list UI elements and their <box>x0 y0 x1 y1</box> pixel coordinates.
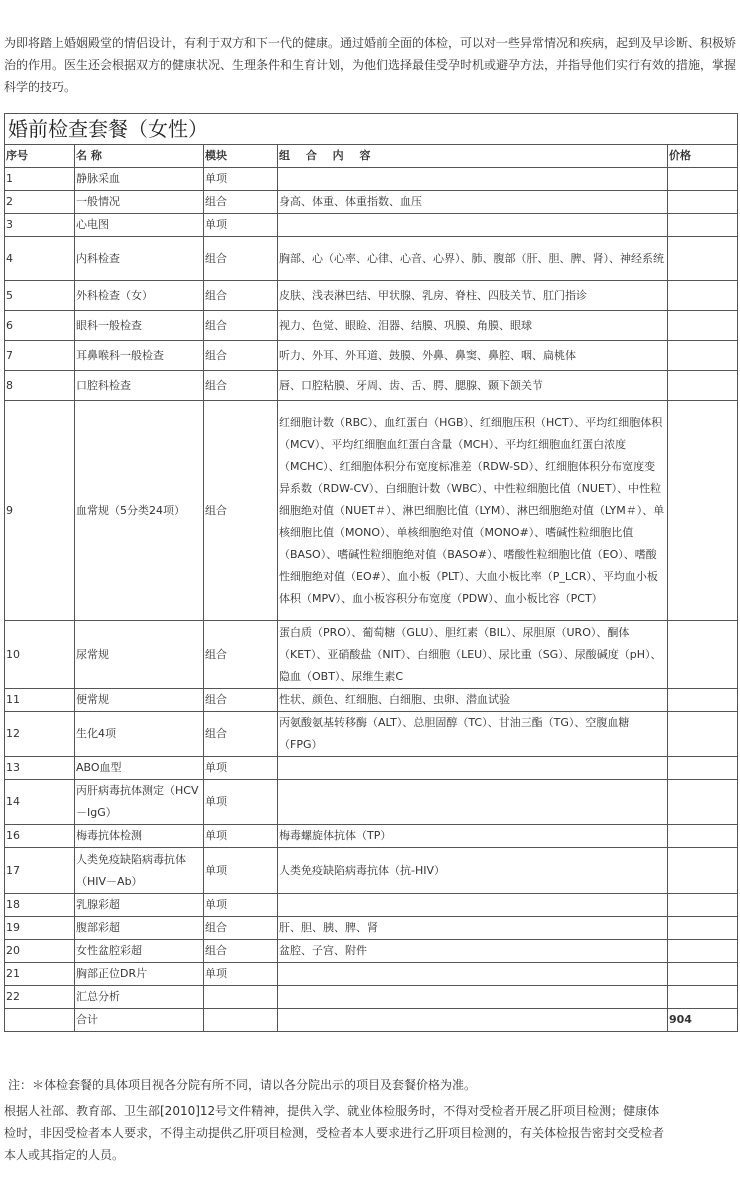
table-row <box>5 311 738 341</box>
cell-price <box>668 214 738 237</box>
table-row <box>5 214 738 237</box>
cell-module: 组合 <box>204 940 278 963</box>
cell-price <box>668 780 738 825</box>
cell-module: 组合 <box>204 341 278 371</box>
cell-content: 人类免疫缺陷病毒抗体（抗-HIV） <box>278 848 668 894</box>
cell-name: 尿常规 <box>75 621 204 689</box>
cell-no <box>5 1009 75 1032</box>
cell-price <box>668 341 738 371</box>
cell-content: 肝、胆、胰、脾、肾 <box>278 917 668 940</box>
cell-content: 梅毒螺旋体抗体（TP） <box>278 825 668 848</box>
table-row <box>5 341 738 371</box>
cell-name: 汇总分析 <box>75 986 204 1009</box>
cell-no: 13 <box>5 757 75 780</box>
table-row <box>5 237 738 281</box>
cell-content <box>278 214 668 237</box>
table-row <box>5 940 738 963</box>
cell-content: 红细胞计数（RBC）、血红蛋白（HGB）、红细胞压积（HCT）、平均红细胞体积（MCV）、平均红细胞血红蛋白含量（MCH）、平均红细胞血红蛋白浓度（MCHC）、红细胞体积分布宽度标准差（RDW-SD）、红细胞体积分布宽度变异系数（RDW-CV）、白细胞计数（WBC）、中性粒细胞比值（NUET）、中性粒细胞绝对值（NUET＃）、淋巴细胞比值（LYM）、淋巴细胞绝对值（LYM＃）、单核细胞比值（MONO）、单核细胞绝对值（MONO#）、嗜碱性粒细胞比值（BASO）、嗜碱性粒细胞绝对值（BASO#）、嗜酸性粒细胞比值（EO）、嗜酸性细胞绝对值（EO#）、血小板（PLT）、大血小板比率（P_LCR）、平均血小板体积（MPV）、血小板容积分布宽度（PDW）、血小板比容（PCT） <box>278 401 668 621</box>
cell-price <box>668 168 738 191</box>
cell-content <box>278 986 668 1009</box>
table-row <box>5 963 738 986</box>
cell-module: 组合 <box>204 401 278 621</box>
table-row <box>5 371 738 401</box>
header-price: 价格 <box>668 145 738 168</box>
cell-name: 血常规（5分类24项） <box>75 401 204 621</box>
cell-price <box>668 621 738 689</box>
cell-no: 9 <box>5 401 75 621</box>
cell-no: 14 <box>5 780 75 825</box>
table-row <box>5 825 738 848</box>
table-row <box>5 780 738 825</box>
cell-no: 22 <box>5 986 75 1009</box>
cell-module: 组合 <box>204 371 278 401</box>
cell-content <box>278 894 668 917</box>
cell-price <box>668 237 738 281</box>
cell-content <box>278 1009 668 1032</box>
cell-no: 20 <box>5 940 75 963</box>
cell-module: 单项 <box>204 848 278 894</box>
cell-name: 梅毒抗体检测 <box>75 825 204 848</box>
table-row <box>5 281 738 311</box>
cell-module: 组合 <box>204 311 278 341</box>
cell-name: 静脉采血 <box>75 168 204 191</box>
table-header-row <box>5 145 738 168</box>
cell-module: 组合 <box>204 712 278 757</box>
cell-name: 便常规 <box>75 689 204 712</box>
cell-module: 单项 <box>204 757 278 780</box>
cell-name: 丙肝病毒抗体测定（HCV－IgG） <box>75 780 204 825</box>
cell-content <box>278 780 668 825</box>
price-note: 注：＊体检套餐的具体项目视各分院有所不同，请以各分院出示的项目及套餐价格为准。 <box>8 1078 477 1092</box>
table-row <box>5 757 738 780</box>
table-row <box>5 168 738 191</box>
cell-module: 单项 <box>204 214 278 237</box>
cell-name: 胸部正位DR片 <box>75 963 204 986</box>
cell-price <box>668 986 738 1009</box>
cell-no: 5 <box>5 281 75 311</box>
table-row <box>5 712 738 757</box>
cell-no: 1 <box>5 168 75 191</box>
header-module: 模块 <box>204 145 278 168</box>
cell-content: 胸部、心（心率、心律、心音、心界）、肺、腹部（肝、胆、脾、肾）、神经系统 <box>278 237 668 281</box>
cell-no: 6 <box>5 311 75 341</box>
cell-module: 单项 <box>204 168 278 191</box>
cell-module: 组合 <box>204 281 278 311</box>
hepatitis-notice: 根据人社部、教育部、卫生部[2010]12号文件精神，提供入学、就业体检服务时，不得对受检者开展乙肝项目检测；健康体检时，非因受检者本人要求，不得主动提供乙肝项目检测，受检者本人要求进行乙肝项目检测的，有关体检报告密封交受检者本人或其指定的人员。 <box>4 1104 665 1162</box>
cell-price <box>668 712 738 757</box>
table-row <box>5 401 738 621</box>
cell-name: 心电图 <box>75 214 204 237</box>
table-row <box>5 986 738 1009</box>
cell-price <box>668 401 738 621</box>
cell-price <box>668 940 738 963</box>
table-row <box>5 621 738 689</box>
cell-name: 外科检查（女） <box>75 281 204 311</box>
table-title: 婚前检查套餐（女性） <box>5 114 738 145</box>
cell-module: 组合 <box>204 917 278 940</box>
cell-name: 眼科一般检查 <box>75 311 204 341</box>
cell-name: 生化4项 <box>75 712 204 757</box>
cell-no: 4 <box>5 237 75 281</box>
cell-price <box>668 281 738 311</box>
total-label: 合计 <box>75 1009 204 1032</box>
cell-module: 单项 <box>204 780 278 825</box>
total-price: 904 <box>668 1009 738 1032</box>
cell-price <box>668 371 738 401</box>
cell-content: 身高、体重、体重指数、血压 <box>278 191 668 214</box>
cell-name: 耳鼻喉科一般检查 <box>75 341 204 371</box>
table-row <box>5 917 738 940</box>
cell-name: 内科检查 <box>75 237 204 281</box>
cell-no: 19 <box>5 917 75 940</box>
cell-price <box>668 757 738 780</box>
cell-module: 组合 <box>204 191 278 214</box>
cell-name: 口腔科检查 <box>75 371 204 401</box>
cell-no: 3 <box>5 214 75 237</box>
cell-module <box>204 986 278 1009</box>
cell-no: 2 <box>5 191 75 214</box>
cell-content <box>278 963 668 986</box>
cell-module <box>204 1009 278 1032</box>
table-row <box>5 894 738 917</box>
cell-content: 皮肤、浅表淋巴结、甲状腺、乳房、脊柱、四肢关节、肛门指诊 <box>278 281 668 311</box>
cell-name: 女性盆腔彩超 <box>75 940 204 963</box>
header-no: 序号 <box>5 145 75 168</box>
cell-price <box>668 848 738 894</box>
cell-no: 8 <box>5 371 75 401</box>
cell-content <box>278 757 668 780</box>
total-row <box>5 1009 738 1032</box>
cell-module: 组合 <box>204 621 278 689</box>
cell-no: 17 <box>5 848 75 894</box>
cell-content: 唇、口腔粘膜、牙周、齿、舌、腭、腮腺、颞下颌关节 <box>278 371 668 401</box>
cell-no: 10 <box>5 621 75 689</box>
table-row <box>5 848 738 894</box>
cell-name: 人类免疫缺陷病毒抗体（HIV－Ab） <box>75 848 204 894</box>
cell-no: 7 <box>5 341 75 371</box>
cell-name: 乳腺彩超 <box>75 894 204 917</box>
package-table <box>4 113 738 1032</box>
cell-name: 腹部彩超 <box>75 917 204 940</box>
cell-content: 听力、外耳、外耳道、鼓膜、外鼻、鼻窦、鼻腔、咽、扁桃体 <box>278 341 668 371</box>
cell-price <box>668 191 738 214</box>
cell-name: ABO血型 <box>75 757 204 780</box>
cell-price <box>668 917 738 940</box>
cell-module: 组合 <box>204 689 278 712</box>
cell-name: 一般情况 <box>75 191 204 214</box>
cell-content: 视力、色觉、眼睑、泪器、结膜、巩膜、角膜、眼球 <box>278 311 668 341</box>
intro-paragraph: 为即将踏上婚姻殿堂的情侣设计，有利于双方和下一代的健康。通过婚前全面的体检，可以对一些异常情况和疾病，起到及早诊断、积极矫治的作用。医生还会根据双方的健康状况、生理条件和生育计划，为他们选择最佳受孕时机或避孕方法，并指导他们实行有效的措施，掌握科学的技巧。 <box>4 36 737 94</box>
cell-price <box>668 311 738 341</box>
table-row <box>5 191 738 214</box>
header-name: 名 称 <box>75 145 204 168</box>
cell-price <box>668 963 738 986</box>
cell-no: 11 <box>5 689 75 712</box>
cell-price <box>668 894 738 917</box>
cell-module: 单项 <box>204 825 278 848</box>
cell-content: 性状、颜色、红细胞、白细胞、虫卵、潜血试验 <box>278 689 668 712</box>
header-content: 组 合 内 容 <box>278 145 668 168</box>
cell-price <box>668 689 738 712</box>
table-row <box>5 689 738 712</box>
cell-no: 21 <box>5 963 75 986</box>
cell-price <box>668 825 738 848</box>
cell-content: 丙氨酸氨基转移酶（ALT）、总胆固醇（TC）、甘油三酯（TG）、空腹血糖（FPG） <box>278 712 668 757</box>
cell-content: 蛋白质（PRO）、葡萄糖（GLU）、胆红素（BIL）、尿胆原（URO）、酮体（KET）、亚硝酸盐（NIT）、白细胞（LEU）、尿比重（SG）、尿酸碱度（pH）、隐血（OBT）、尿维生素C <box>278 621 668 689</box>
cell-no: 16 <box>5 825 75 848</box>
cell-no: 18 <box>5 894 75 917</box>
cell-content: 盆腔、子宫、附件 <box>278 940 668 963</box>
cell-module: 单项 <box>204 963 278 986</box>
cell-content <box>278 168 668 191</box>
cell-module: 组合 <box>204 237 278 281</box>
cell-no: 12 <box>5 712 75 757</box>
cell-module: 单项 <box>204 894 278 917</box>
